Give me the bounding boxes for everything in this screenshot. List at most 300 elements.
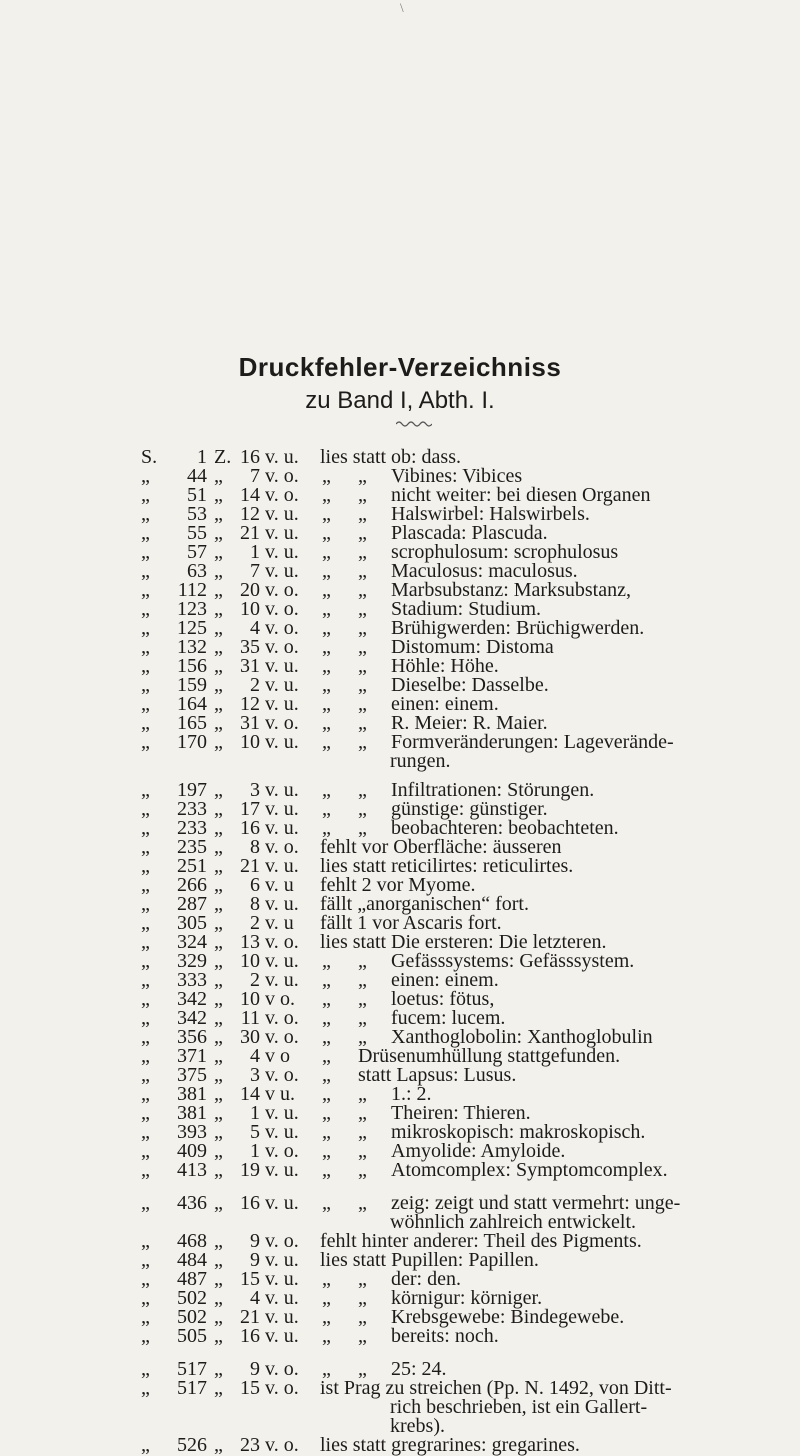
ditto-mark: „ bbox=[322, 988, 331, 1010]
line-number: 8 bbox=[250, 893, 260, 915]
correction-text: Atomcomplex: Symptomcomplex. bbox=[391, 1159, 668, 1181]
page-label: „ bbox=[141, 779, 150, 801]
ditto-mark: „ bbox=[322, 731, 331, 753]
ditto-mark: „ bbox=[322, 1064, 331, 1086]
page-mark: \ bbox=[400, 0, 404, 15]
page-label: „ bbox=[141, 1325, 150, 1347]
page-number: 165 bbox=[177, 712, 207, 734]
correction-text: R. Meier: R. Maier. bbox=[391, 712, 548, 734]
line-number: 5 bbox=[250, 1121, 260, 1143]
line-position: v. u. bbox=[265, 1268, 299, 1290]
page-label: „ bbox=[141, 1026, 150, 1048]
correction-text: körnigur: körniger. bbox=[391, 1287, 543, 1309]
line-label: Z. bbox=[214, 446, 232, 468]
correction-text: fucem: lucem. bbox=[391, 1007, 506, 1029]
correction-text: loetus: fötus, bbox=[391, 988, 495, 1010]
ditto-mark: „ bbox=[322, 779, 331, 801]
page-label: „ bbox=[141, 1159, 150, 1181]
correction-text: bereits: noch. bbox=[391, 1325, 499, 1347]
line-label: „ bbox=[214, 598, 223, 620]
page-label: „ bbox=[141, 874, 150, 896]
line-number: 30 bbox=[240, 1026, 260, 1048]
correction-instruction: statt Lapsus: Lusus. bbox=[358, 1064, 517, 1086]
correction-text: Gefässsystems: Gefässsystem. bbox=[391, 950, 635, 972]
page-number: 233 bbox=[177, 798, 207, 820]
ditto-mark: „ bbox=[358, 1007, 367, 1029]
ditto-mark: „ bbox=[358, 503, 367, 525]
line-number: 1 bbox=[250, 1102, 260, 1124]
page-number: 44 bbox=[187, 465, 207, 487]
line-position: v. u bbox=[265, 912, 294, 934]
ditto-mark: „ bbox=[358, 817, 367, 839]
line-number: 8 bbox=[250, 836, 260, 858]
line-label: „ bbox=[214, 522, 223, 544]
page-title: Druckfehler-Verzeichniss bbox=[238, 352, 562, 382]
line-number: 10 bbox=[240, 988, 260, 1010]
page-number: 63 bbox=[187, 560, 207, 582]
line-number: 16 bbox=[240, 446, 260, 468]
page-number: 197 bbox=[177, 779, 207, 801]
line-number: 10 bbox=[240, 731, 260, 753]
page-number: 55 bbox=[187, 522, 207, 544]
line-number: 13 bbox=[240, 931, 260, 953]
page-label: „ bbox=[141, 617, 150, 639]
line-number: 9 bbox=[250, 1249, 260, 1271]
page-number: 53 bbox=[187, 503, 207, 525]
page-number: 484 bbox=[177, 1249, 207, 1271]
line-label: „ bbox=[214, 855, 223, 877]
page-label: „ bbox=[141, 1287, 150, 1309]
line-position: v. u. bbox=[265, 1306, 299, 1328]
page-number: 266 bbox=[177, 874, 207, 896]
page-label: „ bbox=[141, 731, 150, 753]
page-number: 375 bbox=[177, 1064, 207, 1086]
ditto-mark: „ bbox=[322, 817, 331, 839]
ditto-mark: „ bbox=[322, 1007, 331, 1029]
page-number: 164 bbox=[177, 693, 207, 715]
page-number: 156 bbox=[177, 655, 207, 677]
page-label: „ bbox=[141, 1007, 150, 1029]
correction-text: Xanthoglobolin: Xanthoglobulin bbox=[391, 1026, 653, 1048]
page-label: „ bbox=[141, 1102, 150, 1124]
line-label: „ bbox=[214, 1026, 223, 1048]
line-label: „ bbox=[214, 693, 223, 715]
correction-instruction: ist Prag zu streichen (Pp. N. 1492, von Ditt- bbox=[320, 1377, 672, 1399]
line-label: „ bbox=[214, 912, 223, 934]
ditto-mark: „ bbox=[358, 1121, 367, 1143]
line-position: v. u. bbox=[265, 893, 299, 915]
ditto-mark: „ bbox=[358, 1287, 367, 1309]
page-label: „ bbox=[141, 579, 150, 601]
page-number: 342 bbox=[177, 1007, 207, 1029]
page-label: „ bbox=[141, 503, 150, 525]
line-number: 23 bbox=[240, 1434, 260, 1456]
errata-list bbox=[0, 448, 800, 1455]
correction-instruction: lies statt bbox=[320, 931, 387, 953]
page-label: „ bbox=[141, 655, 150, 677]
line-number: 15 bbox=[240, 1268, 260, 1290]
line-position: v. u. bbox=[265, 693, 299, 715]
line-position: v. u. bbox=[265, 798, 299, 820]
page-label: „ bbox=[141, 817, 150, 839]
ditto-mark: „ bbox=[358, 779, 367, 801]
line-label: „ bbox=[214, 1192, 223, 1214]
correction-text: Distomum: Distoma bbox=[391, 636, 554, 658]
page-number: 356 bbox=[177, 1026, 207, 1048]
page-number: 123 bbox=[177, 598, 207, 620]
ditto-mark: „ bbox=[358, 1140, 367, 1162]
page-label: „ bbox=[141, 931, 150, 953]
page-label: S. bbox=[141, 446, 158, 468]
page-label: „ bbox=[141, 1358, 150, 1380]
ditto-mark: „ bbox=[358, 560, 367, 582]
ditto-mark: „ bbox=[322, 1102, 331, 1124]
correction-instruction: lies statt bbox=[320, 446, 387, 468]
page-label: „ bbox=[141, 1249, 150, 1271]
ditto-mark: „ bbox=[322, 1140, 331, 1162]
ditto-mark: „ bbox=[322, 1325, 331, 1347]
page-number: 305 bbox=[177, 912, 207, 934]
page-label: „ bbox=[141, 1045, 150, 1067]
page-number: 1 bbox=[197, 446, 207, 468]
line-position: v. o. bbox=[265, 1007, 299, 1029]
line-number: 19 bbox=[240, 1159, 260, 1181]
line-label: „ bbox=[214, 541, 223, 563]
line-position: v o bbox=[265, 1045, 290, 1067]
line-position: v. u. bbox=[265, 1249, 299, 1271]
line-label: „ bbox=[214, 1268, 223, 1290]
correction-text: Marbsubstanz: Marksubstanz, bbox=[391, 579, 631, 601]
line-number: 21 bbox=[240, 1306, 260, 1328]
line-label: „ bbox=[214, 1083, 223, 1105]
correction-text: Amyolide: Amyloide. bbox=[391, 1140, 566, 1162]
page-number: 502 bbox=[177, 1287, 207, 1309]
line-position: v. u. bbox=[265, 541, 299, 563]
line-position: v. o. bbox=[265, 1230, 299, 1252]
line-position: v. u bbox=[265, 874, 294, 896]
line-label: „ bbox=[214, 1159, 223, 1181]
page-number: 468 bbox=[177, 1230, 207, 1252]
correction-text: Dieselbe: Dasselbe. bbox=[391, 674, 549, 696]
line-label: „ bbox=[214, 484, 223, 506]
line-number: 3 bbox=[250, 779, 260, 801]
line-position: v. u. bbox=[265, 855, 299, 877]
line-position: v. o. bbox=[265, 465, 299, 487]
ditto-mark: „ bbox=[322, 598, 331, 620]
line-label: „ bbox=[214, 655, 223, 677]
ditto-mark: „ bbox=[358, 465, 367, 487]
page-label: „ bbox=[141, 1230, 150, 1252]
line-label: „ bbox=[214, 617, 223, 639]
line-number: 14 bbox=[240, 1083, 260, 1105]
page-number: 381 bbox=[177, 1083, 207, 1105]
line-label: „ bbox=[214, 1121, 223, 1143]
line-position: v. o. bbox=[265, 836, 299, 858]
line-position: v o. bbox=[265, 988, 295, 1010]
page-label: „ bbox=[141, 1064, 150, 1086]
line-position: v. o. bbox=[265, 931, 299, 953]
line-label: „ bbox=[214, 1230, 223, 1252]
ditto-mark: „ bbox=[358, 484, 367, 506]
ditto-mark: „ bbox=[322, 503, 331, 525]
line-number: 10 bbox=[240, 598, 260, 620]
line-number: 6 bbox=[250, 874, 260, 896]
line-number: 21 bbox=[240, 855, 260, 877]
line-position: v. o. bbox=[265, 1434, 299, 1456]
correction-instruction: fällt „anorganischen“ fort. bbox=[320, 893, 529, 915]
correction-text: Maculosus: maculosus. bbox=[391, 560, 578, 582]
ditto-mark: „ bbox=[358, 1358, 367, 1380]
page-number: 436 bbox=[177, 1192, 207, 1214]
ditto-mark: „ bbox=[322, 1268, 331, 1290]
line-position: v. u. bbox=[265, 969, 299, 991]
line-position: v. o. bbox=[265, 598, 299, 620]
page-label: „ bbox=[141, 636, 150, 658]
correction-text: Formveränderungen: Lageverände- bbox=[391, 731, 674, 753]
page-label: „ bbox=[141, 598, 150, 620]
page-label: „ bbox=[141, 1377, 150, 1399]
line-position: v. o. bbox=[265, 1026, 299, 1048]
line-position: v. u. bbox=[265, 560, 299, 582]
line-position: v. u. bbox=[265, 1287, 299, 1309]
correction-text-continued: rungen. bbox=[390, 750, 451, 772]
line-number: 4 bbox=[250, 617, 260, 639]
ditto-mark: „ bbox=[358, 798, 367, 820]
ditto-mark: „ bbox=[358, 1192, 367, 1214]
line-label: „ bbox=[214, 1064, 223, 1086]
page-subtitle: zu Band I, Abth. I. bbox=[305, 387, 495, 414]
line-number: 7 bbox=[250, 465, 260, 487]
line-position: v. u. bbox=[265, 1159, 299, 1181]
line-position: v. u. bbox=[265, 1192, 299, 1214]
page-label: „ bbox=[141, 1121, 150, 1143]
line-label: „ bbox=[214, 579, 223, 601]
page-number: 371 bbox=[177, 1045, 207, 1067]
line-label: „ bbox=[214, 731, 223, 753]
correction-text: der: den. bbox=[391, 1268, 461, 1290]
line-label: „ bbox=[214, 1434, 223, 1456]
page-number: 517 bbox=[177, 1358, 207, 1380]
errata-row bbox=[0, 1161, 800, 1180]
ditto-mark: „ bbox=[322, 1121, 331, 1143]
line-number: 4 bbox=[250, 1045, 260, 1067]
correction-instruction: lies statt gregrarines: gregarines. bbox=[320, 1434, 580, 1456]
line-label: „ bbox=[214, 1377, 223, 1399]
page-number: 409 bbox=[177, 1140, 207, 1162]
line-label: „ bbox=[214, 1325, 223, 1347]
ditto-mark: „ bbox=[358, 541, 367, 563]
line-position: v. u. bbox=[265, 503, 299, 525]
line-number: 20 bbox=[240, 579, 260, 601]
line-number: 16 bbox=[240, 1325, 260, 1347]
correction-text: Plascada: Plascuda. bbox=[391, 522, 548, 544]
ditto-mark: „ bbox=[358, 674, 367, 696]
line-label: „ bbox=[214, 1007, 223, 1029]
line-label: „ bbox=[214, 465, 223, 487]
page-label: „ bbox=[141, 836, 150, 858]
line-position: v. o. bbox=[265, 712, 299, 734]
line-number: 16 bbox=[240, 817, 260, 839]
correction-instruction: fehlt vor Oberfläche: äusseren bbox=[320, 836, 562, 858]
line-position: v. o. bbox=[265, 484, 299, 506]
line-label: „ bbox=[214, 779, 223, 801]
line-number: 2 bbox=[250, 969, 260, 991]
ditto-mark: „ bbox=[322, 636, 331, 658]
line-label: „ bbox=[214, 674, 223, 696]
correction-instruction: fällt 1 vor Ascaris fort. bbox=[320, 912, 502, 934]
line-position: v u. bbox=[265, 1083, 295, 1105]
correction-instruction: fehlt hinter anderer: Theil des Pigments. bbox=[320, 1230, 642, 1252]
page-number: 487 bbox=[177, 1268, 207, 1290]
page-number: 505 bbox=[177, 1325, 207, 1347]
ditto-mark: „ bbox=[322, 798, 331, 820]
line-label: „ bbox=[214, 503, 223, 525]
page-label: „ bbox=[141, 484, 150, 506]
errata-row bbox=[0, 1327, 800, 1346]
ditto-mark: „ bbox=[322, 1159, 331, 1181]
line-number: 35 bbox=[240, 636, 260, 658]
correction-text: beobachteren: beobachteten. bbox=[391, 817, 619, 839]
ditto-mark: „ bbox=[358, 988, 367, 1010]
correction-text: Brühigwerden: Brüchigwerden. bbox=[391, 617, 645, 639]
correction-instruction: lies statt reticilirtes: reticulirtes. bbox=[320, 855, 574, 877]
page-label: „ bbox=[141, 522, 150, 544]
line-label: „ bbox=[214, 950, 223, 972]
ditto-mark: „ bbox=[322, 1192, 331, 1214]
line-label: „ bbox=[214, 1306, 223, 1328]
ditto-mark: „ bbox=[358, 731, 367, 753]
page-label: „ bbox=[141, 693, 150, 715]
page-label: „ bbox=[141, 712, 150, 734]
ditto-mark: „ bbox=[358, 598, 367, 620]
line-number: 16 bbox=[240, 1192, 260, 1214]
ditto-mark: „ bbox=[358, 1325, 367, 1347]
correction-text: Krebsgewebe: Bindegewebe. bbox=[391, 1306, 625, 1328]
correction-text: Infiltrationen: Störungen. bbox=[391, 779, 595, 801]
page-label: „ bbox=[141, 855, 150, 877]
correction-text-continued: wöhnlich zahlreich entwickelt. bbox=[390, 1211, 637, 1233]
ditto-mark: „ bbox=[358, 1306, 367, 1328]
correction-text: zeig: zeigt und statt vermehrt: unge- bbox=[391, 1192, 681, 1214]
ditto-mark: „ bbox=[322, 1306, 331, 1328]
line-number: 9 bbox=[250, 1358, 260, 1380]
page-number: 159 bbox=[177, 674, 207, 696]
page-label: „ bbox=[141, 1268, 150, 1290]
page-label: „ bbox=[141, 950, 150, 972]
page-number: 526 bbox=[177, 1434, 207, 1456]
ditto-mark: „ bbox=[358, 950, 367, 972]
page-number: 324 bbox=[177, 931, 207, 953]
line-position: v. o. bbox=[265, 1064, 299, 1086]
line-number: 21 bbox=[240, 522, 260, 544]
ditto-mark: „ bbox=[322, 1083, 331, 1105]
page-label: „ bbox=[141, 1140, 150, 1162]
line-number: 15 bbox=[240, 1377, 260, 1399]
ditto-mark: „ bbox=[358, 1268, 367, 1290]
page-number: 170 bbox=[177, 731, 207, 753]
page-label: „ bbox=[141, 1083, 150, 1105]
correction-instruction: lies statt Pupillen: Papillen. bbox=[320, 1249, 539, 1271]
ditto-mark: „ bbox=[358, 522, 367, 544]
page-label: „ bbox=[141, 798, 150, 820]
ditto-mark: „ bbox=[322, 674, 331, 696]
ditto-mark: „ bbox=[358, 617, 367, 639]
line-number: 12 bbox=[240, 503, 260, 525]
line-label: „ bbox=[214, 988, 223, 1010]
ditto-mark: „ bbox=[358, 636, 367, 658]
page-label: „ bbox=[141, 560, 150, 582]
page-number: 287 bbox=[177, 893, 207, 915]
ditto-mark: „ bbox=[358, 1159, 367, 1181]
page-label: „ bbox=[141, 674, 150, 696]
line-position: v. u. bbox=[265, 950, 299, 972]
line-number: 4 bbox=[250, 1287, 260, 1309]
ditto-mark: „ bbox=[322, 617, 331, 639]
page-number: 393 bbox=[177, 1121, 207, 1143]
line-position: v. o. bbox=[265, 636, 299, 658]
line-label: „ bbox=[214, 1045, 223, 1067]
line-number: 3 bbox=[250, 1064, 260, 1086]
correction-text: Halswirbel: Halswirbels. bbox=[391, 503, 590, 525]
line-label: „ bbox=[214, 893, 223, 915]
ditto-mark: „ bbox=[322, 1045, 331, 1067]
ditto-mark: „ bbox=[322, 484, 331, 506]
line-position: v. u. bbox=[265, 522, 299, 544]
line-number: 11 bbox=[240, 1007, 260, 1029]
ditto-mark: „ bbox=[358, 579, 367, 601]
correction-text: Stadium: Studium. bbox=[391, 598, 542, 620]
correction-text: Vibines: Vibices bbox=[391, 465, 523, 487]
page-number: 132 bbox=[177, 636, 207, 658]
line-number: 31 bbox=[240, 655, 260, 677]
ditto-mark: „ bbox=[322, 522, 331, 544]
line-number: 1 bbox=[250, 1140, 260, 1162]
page-label: „ bbox=[141, 893, 150, 915]
line-label: „ bbox=[214, 1102, 223, 1124]
correction-text: 25: 24. bbox=[391, 1358, 447, 1380]
line-number: 17 bbox=[240, 798, 260, 820]
line-position: v. u. bbox=[265, 1325, 299, 1347]
correction-instruction: Drüsenumhüllung stattgefunden. bbox=[358, 1045, 621, 1067]
page-number: 342 bbox=[177, 988, 207, 1010]
ditto-mark: „ bbox=[358, 969, 367, 991]
line-number: 2 bbox=[250, 674, 260, 696]
ditto-mark: „ bbox=[322, 950, 331, 972]
page-label: „ bbox=[141, 912, 150, 934]
page-number: 333 bbox=[177, 969, 207, 991]
squiggle-ornament bbox=[396, 420, 432, 428]
ditto-mark: „ bbox=[322, 465, 331, 487]
line-number: 31 bbox=[240, 712, 260, 734]
errata-row bbox=[0, 1436, 800, 1455]
line-number: 12 bbox=[240, 693, 260, 715]
line-label: „ bbox=[214, 712, 223, 734]
correction-text: scrophulosum: scrophulosus bbox=[391, 541, 619, 563]
correction-text: 1.: 2. bbox=[391, 1083, 432, 1105]
line-label: „ bbox=[214, 560, 223, 582]
page-number: 502 bbox=[177, 1306, 207, 1328]
page-label: „ bbox=[141, 969, 150, 991]
line-position: v. o. bbox=[265, 579, 299, 601]
line-label: „ bbox=[214, 836, 223, 858]
page-number: 381 bbox=[177, 1102, 207, 1124]
line-position: v. o. bbox=[265, 1140, 299, 1162]
ditto-mark: „ bbox=[358, 693, 367, 715]
page-number: 57 bbox=[187, 541, 207, 563]
line-number: 10 bbox=[240, 950, 260, 972]
line-number: 2 bbox=[250, 912, 260, 934]
line-number: 14 bbox=[240, 484, 260, 506]
